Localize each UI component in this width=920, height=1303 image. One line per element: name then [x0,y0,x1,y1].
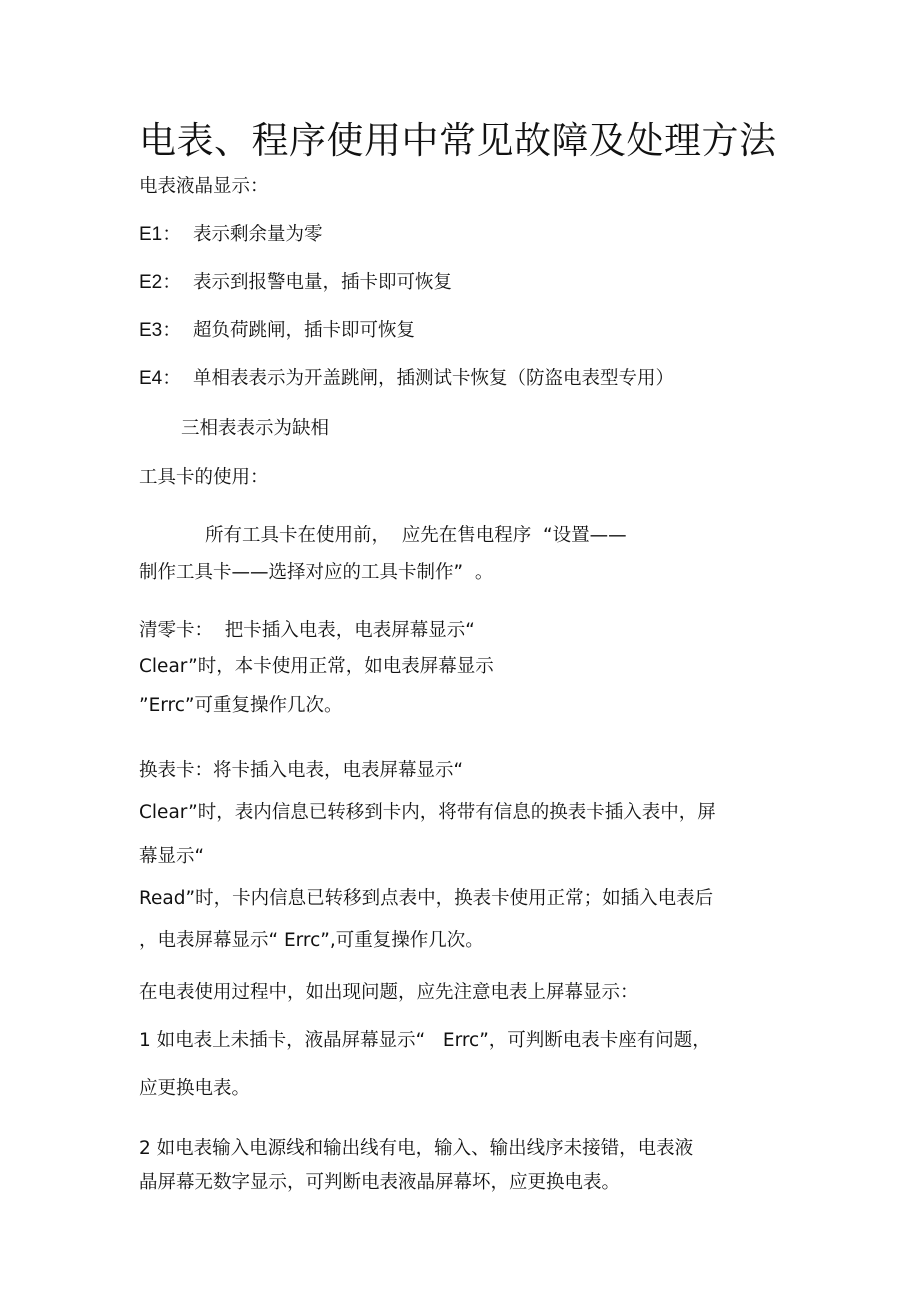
lcd-heading: 电表液晶显示： [139,176,269,197]
clear-card-line: 清零卡： 把卡插入电表，电表屏幕显示“ [139,620,475,641]
code-row-e1 [139,222,323,248]
code-description: 表示剩余量为零 [193,224,323,245]
code-description: 单相表表示为开盖跳闸，插测试卡恢复（防盗电表型专用） [193,368,675,389]
swap-card-line: ，电表屏幕显示“ Errc”,可重复操作几次。 [139,930,484,951]
clear-card-line: Clear”时，本卡使用正常，如电表屏幕显示 [139,656,494,677]
swap-card-line: 换表卡：将卡插入电表，电表屏幕显示“ [139,760,464,781]
swap-card-line: Clear”时，表内信息已转移到卡内，将带有信息的换表卡插入表中，屏 [139,802,716,823]
item1-line: 1 如电表上未插卡，液晶屏幕显示“ Errc”，可判断电表卡座有问题， [139,1030,711,1051]
page-title: 电表、程序使用中常见故障及处理方法 [139,119,777,162]
code-label: E4： [139,368,182,389]
swap-card-line: 幕显示“ [139,846,205,867]
code-description: 表示到报警电量，插卡即可恢复 [193,272,453,293]
code-label: E1： [139,224,182,245]
e4-extra-line: 三相表表示为缺相 [181,418,330,439]
code-label: E2： [139,272,182,293]
code-description: 超负荷跳闸，插卡即可恢复 [193,320,416,341]
notice-line: 在电表使用过程中，如出现问题，应先注意电表上屏幕显示： [139,982,639,1003]
tool-card-intro-line: 所有工具卡在使用前， 应先在售电程序 “设置—— [205,525,627,546]
code-row-e3 [139,318,415,344]
code-label: E3： [139,320,182,341]
tool-card-intro-line: 制作工具卡——选择对应的工具卡制作” 。 [139,562,494,583]
code-row-e4 [139,366,674,392]
code-row-e2 [139,270,452,296]
item2-line: 2 如电表输入电源线和输出线有电，输入、输出线序未接错，电表液 [139,1138,694,1159]
clear-card-line: ”Errc”可重复操作几次。 [139,695,343,716]
item2-line: 晶屏幕无数字显示，可判断电表液晶屏幕坏，应更换电表。 [139,1172,621,1193]
tool-card-heading: 工具卡的使用： [139,467,269,488]
swap-card-line: Read”时，卡内信息已转移到点表中，换表卡使用正常；如插入电表后 [139,888,714,909]
item1-line: 应更换电表。 [139,1078,251,1099]
